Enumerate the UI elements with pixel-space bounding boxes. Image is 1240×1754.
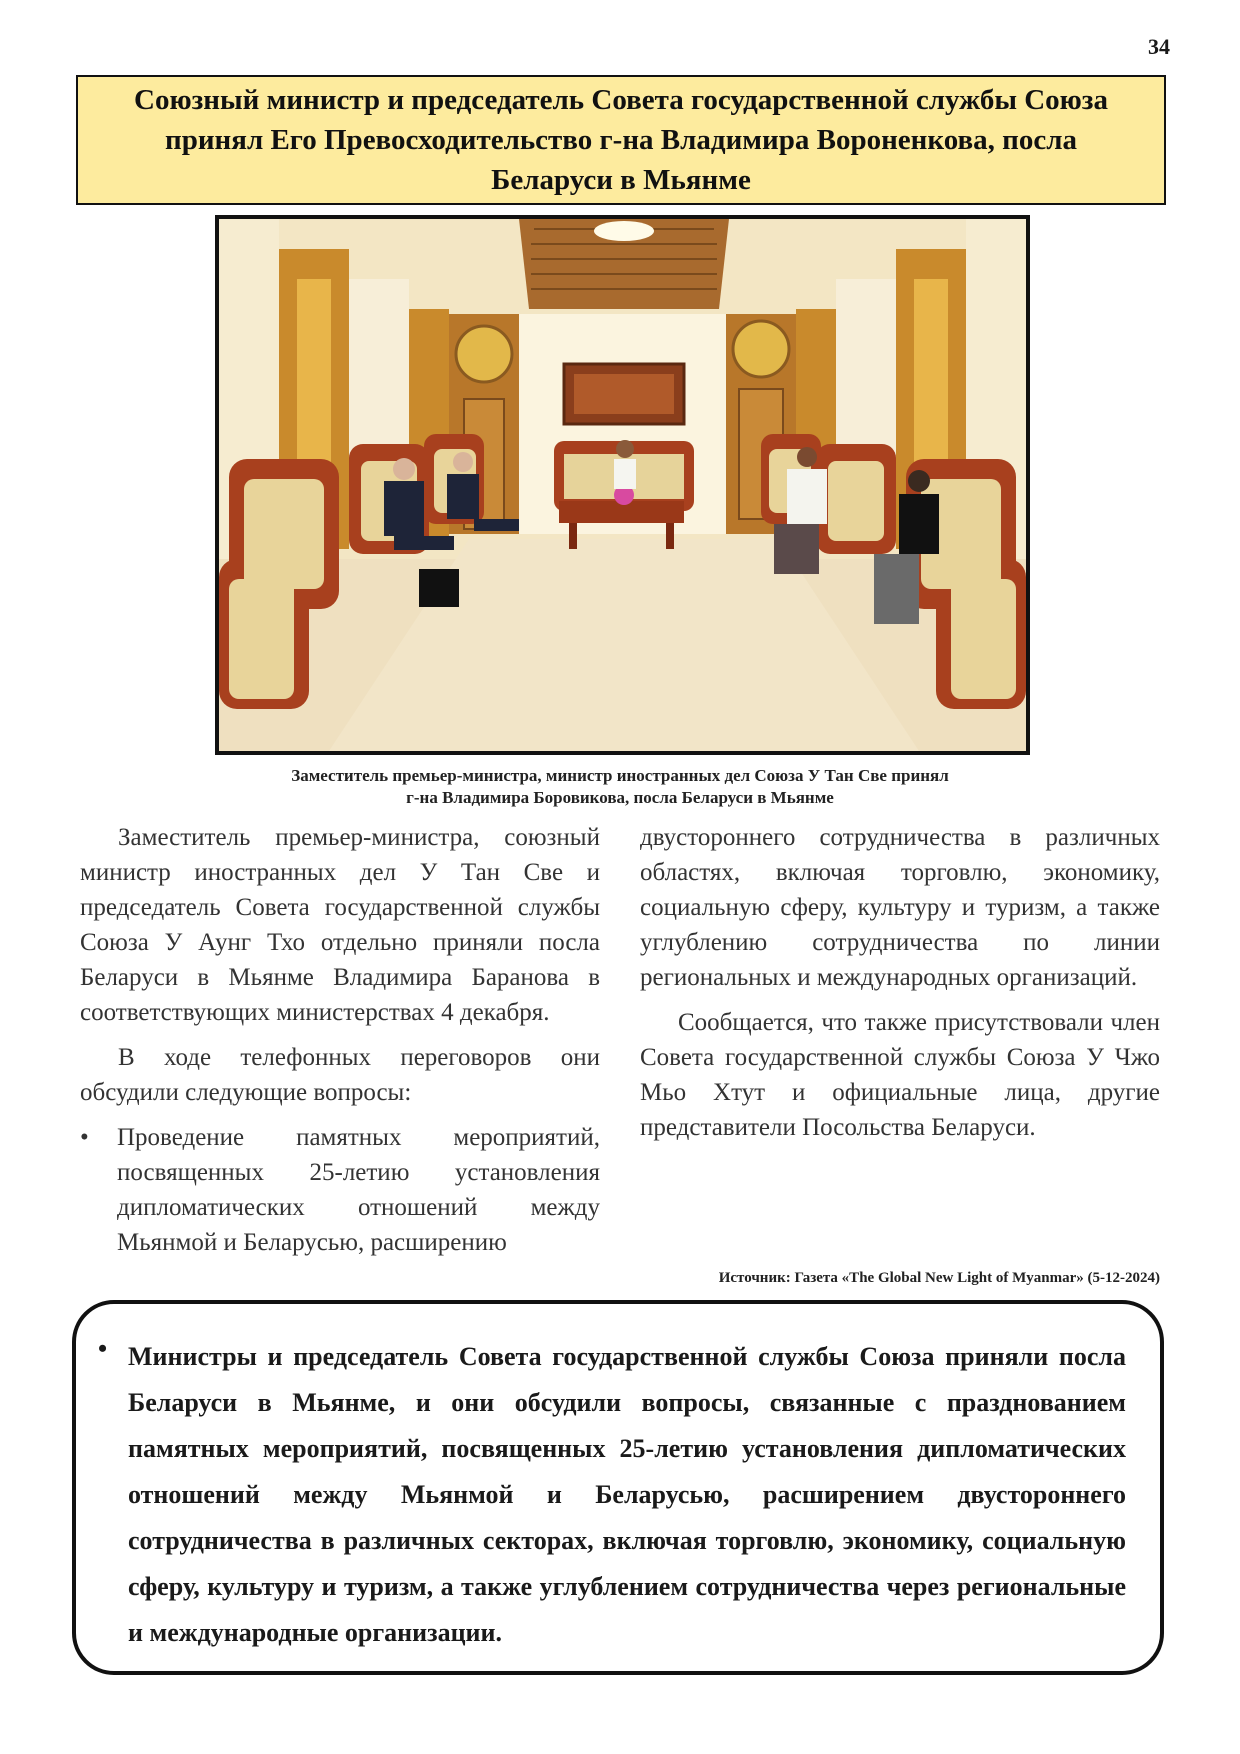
meeting-photo bbox=[215, 215, 1030, 755]
title-box bbox=[76, 75, 1166, 205]
article-title: Союзный министр и председатель Совета государственной службы Союза принял Его Превосходительство г-на Владимира Вороненкова, посла Беларуси в Мьянме bbox=[134, 84, 1108, 196]
summary-text: Министры и председатель Совета государственной службы Союза приняли посла Беларуси в Мьянме, и они обсудили вопросы, связанные с празднованием памятных мероприятий, посвященных 25-летию установления дипломатических отношений между Мьянмой и Беларусью, расширением двустороннего сотрудничества в различных секторах, включая торговлю, экономику, социальную сферу, культуру и туризм, а также углублением сотрудничества через региональные и международные организации. bbox=[128, 1342, 1126, 1647]
article-left-column bbox=[80, 820, 600, 1260]
bullet-icon: • bbox=[80, 1124, 89, 1151]
caption-line-2: г-на Владимира Боровикова, посла Беларуси в Мьянме bbox=[406, 788, 834, 807]
meeting-room-illustration bbox=[219, 219, 1026, 751]
caption-line-1: Заместитель премьер-министра, министр иностранных дел Союза У Тан Све принял bbox=[291, 766, 949, 785]
summary-box bbox=[72, 1300, 1164, 1675]
right-paragraph-2: Сообщается, что также присутствовали член Совета государственной службы Союза У Чжо Мьо Хтут и официальные лица, другие представители Посольства Беларуси. bbox=[640, 1009, 1160, 1141]
topics-list bbox=[80, 1120, 600, 1260]
bullet-icon: • bbox=[98, 1334, 108, 1363]
page-number: 34 bbox=[1148, 34, 1170, 59]
photo-caption bbox=[160, 765, 1080, 809]
list-item-text: Проведение памятных мероприятий, посвященных 25-летию установления дипломатических отношений между Мьянмой и Беларусью, расширению bbox=[117, 1124, 600, 1256]
article-right-column bbox=[640, 820, 1160, 1155]
list-item bbox=[80, 1120, 600, 1260]
source-note: Источник: Газета «The Global New Light of Myanmar» (5-12-2024) bbox=[718, 1270, 1160, 1286]
left-paragraph-2: В ходе телефонных переговоров они обсудили следующие вопросы: bbox=[80, 1044, 600, 1106]
left-paragraph-1: Заместитель премьер-министра, союзный министр иностранных дел У Тан Све и председатель Совета государственной службы Союза У Аунг Тхо отдельно приняли посла Беларуси в Мьянме Владимира Баранова в соответствующих министерствах 4 декабря. bbox=[80, 824, 600, 1026]
right-paragraph-1: двустороннего сотрудничества в различных областях, включая торговлю, экономику, социальную сферу, культуру и туризм, а также углублению сотрудничества по линии региональных и международных организаций. bbox=[640, 824, 1160, 991]
